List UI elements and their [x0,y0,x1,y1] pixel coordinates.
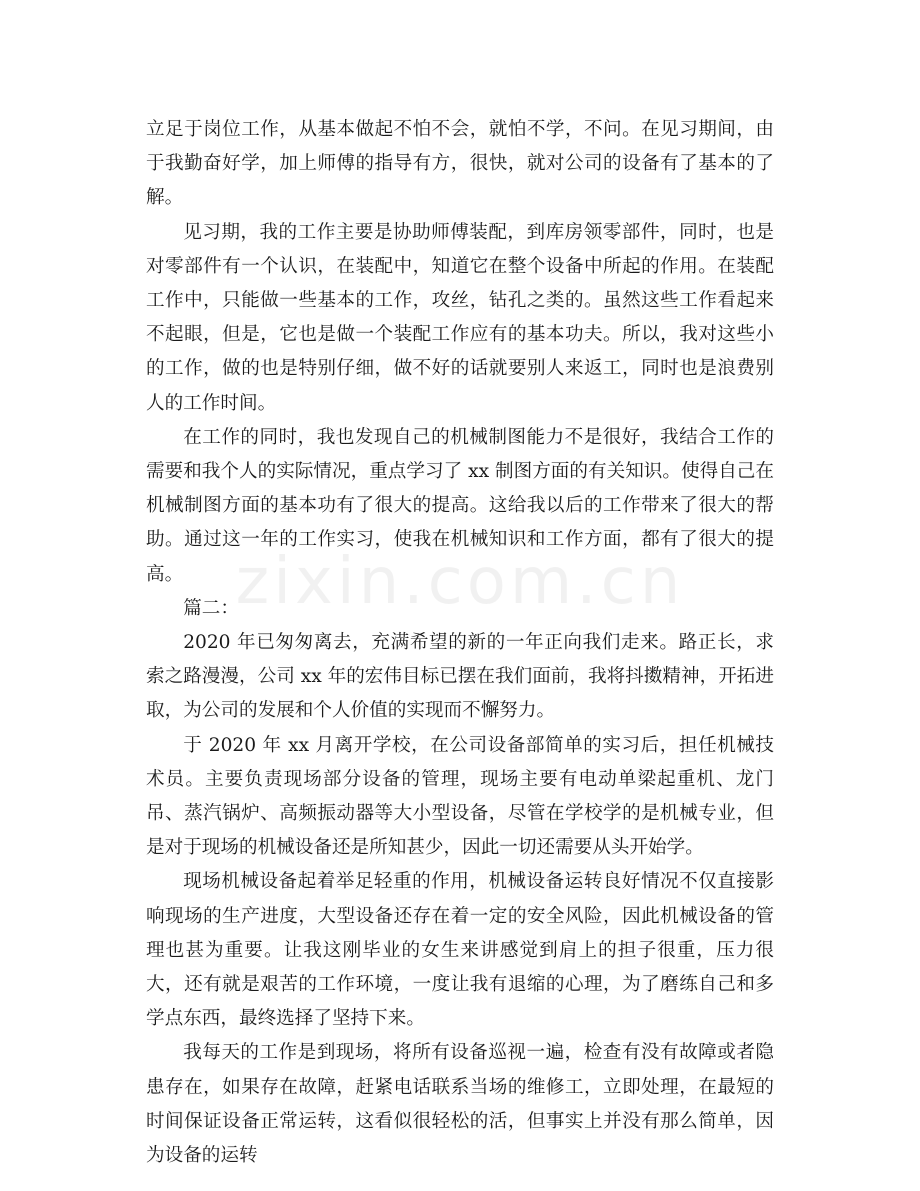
paragraph-2: 见习期，我的工作主要是协助师傅装配，到库房领零部件，同时，也是对零部件有一个认识，在装配中，知道它在整个设备中所起的作用。在装配工作中，只能做一些基本的工作，攻丝，钻孔之类的。虽然这些工作看起来不起眼，但是，它也是做一个装配工作应有的基本功夫。所以，我对这些小的工作，做的也是特别仔细，做不好的话就要别人来返工，同时也是浪费别人的工作时间。 [146,221,774,414]
paragraph-4: 2020 年已匆匆离去，充满希望的新的一年正向我们走来。路正长，求索之路漫漫，公司 xx 年的宏伟目标已摆在我们面前，我将抖擞精神，开拓进取，为公司的发展和个人价值的实现而不懈努力。 [146,632,774,722]
watermark: zixin.com.cn [235,545,685,619]
paragraph-1: 立足于岗位工作，从基本做起不怕不会，就怕不学，不问。在见习期间，由于我勤奋好学，加上师傅的指导有方，很快，就对公司的设备有了基本的了解。 [146,119,774,209]
paragraph-7: 我每天的工作是到现场，将所有设备巡视一遍，检查有没有故障或者隐患存在，如果存在故障，赶紧电话联系当场的维修工，立即处理，在最短的时间保证设备正常运转，这看似很轻松的活，但事实上并没有那么简单，因为设备的运转 [146,1042,774,1167]
paragraph-3: 在工作的同时，我也发现自己的机械制图能力不是很好，我结合工作的需要和我个人的实际情况，重点学习了 xx 制图方面的有关知识。使得自己在机械制图方面的基本功有了很大的提高。这给我以后的工作带来了很大的帮助。通过这一年的工作实习，使我在机械知识和工作方面，都有了很大的提高。 [146,426,774,585]
paragraph-6: 现场机械设备起着举足轻重的作用，机械设备运转良好情况不仅直接影响现场的生产进度，大型设备还存在着一定的安全风险，因此机械设备的管理也甚为重要。让我这刚毕业的女生来讲感觉到肩上的担子很重，压力很大，还有就是艰苦的工作环境，一度让我有退缩的心理，为了磨练自己和多学点东西，最终选择了坚持下来。 [146,871,774,1030]
paragraph-5: 于 2020 年 xx 月离开学校，在公司设备部简单的实习后，担任机械技术员。主要负责现场部分设备的管理，现场主要有电动单梁起重机、龙门吊、蒸汽锅炉、高频振动器等大小型设备，尽管在学校学的是机械专业，但是对于现场的机械设备还是所知甚少，因此一切还需要从头开始学。 [146,734,774,859]
section-heading: 篇二： [183,597,239,619]
document-body [146,113,774,1173]
